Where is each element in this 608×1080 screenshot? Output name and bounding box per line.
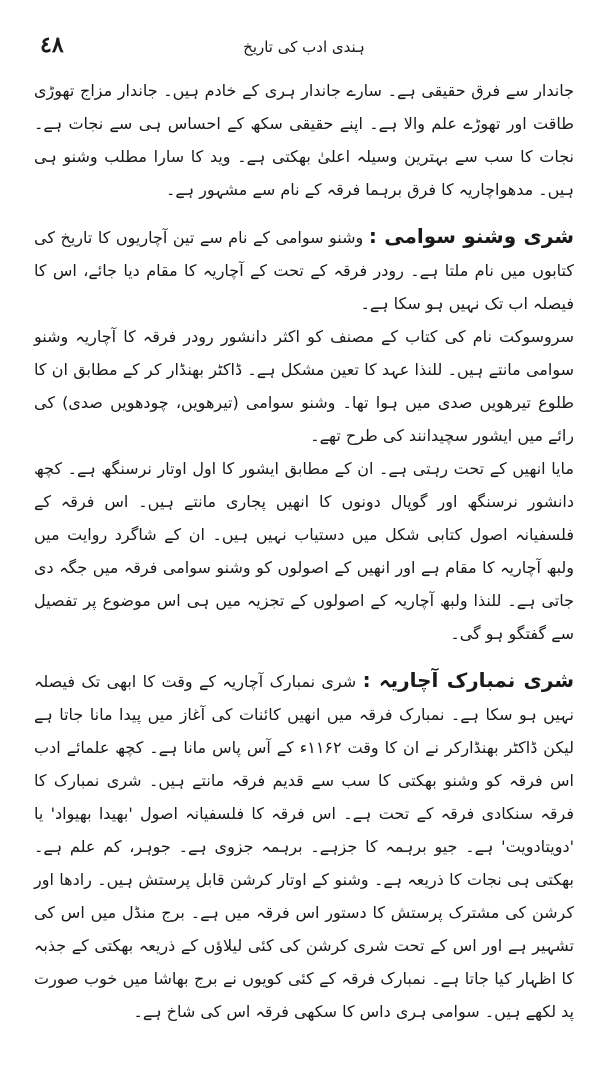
section-nimbarka <box>34 664 574 1028</box>
section-text: وشنو سوامی کے نام سے تین آچاریوں کا تاریخ کی کتابوں میں نام ملتا ہے۔ رودر فرقہ کے تحت کے آچاریہ کا مقام دیا جائے، اس کا فیصلہ اب تک نہیں ہو سکا ہے۔ <box>34 228 574 313</box>
section-spacer <box>34 650 574 664</box>
section-text: شری نمبارک آچاریہ کے وقت کا ابھی تک فیصلہ نہیں ہو سکا ہے۔ نمبارک فرقہ میں انھیں کائنات کی آغاز میں پیدا مانا جاتا ہے لیکن ڈاکٹر بھنڈارکر نے ان کا وقت ۱۱۶۲ء کے آس پاس مانا ہے۔ کچھ علمائے ادب اس فرقہ کو وشنو بھکتی کا سب سے قدیم فرقہ مانتے ہیں۔ شری نمبارک کا فرقہ سنکادی فرقہ کے تحت ہے۔ اس فرقہ کا فلسفیانہ اصول 'بھیدا بھیواد' یا 'دویتادویت' ہے۔ جیو برہمہ کا جزہے۔ برہمہ جزوی ہے۔ جوہر، کم علم ہے۔ بھکتی ہی نجات کا ذریعہ ہے۔ وشنو کے اوتار کرشن قابل پرستش ہیں۔ رادھا اور کرشن کی مشترک پرستش کا دستور اس فرقہ میں ہے۔ برج منڈل میں اس کی تشہیر ہے اور اس کے تحت شری کرشن کی کئی لیلاؤں کے ذریعہ بھکتی کے جذبہ کا اظہار کیا جاتا ہے۔ نمبارک فرقہ کے کئی کویوں نے برج بھاشا میں خوب صورت پد لکھے ہیں۔ سوامی ہری داس کا سکھی فرقہ اس کی شاخ ہے۔ <box>34 672 575 1021</box>
running-title: ہندی ادب کی تاریخ <box>243 38 365 56</box>
intro-paragraph: جاندار سے فرق حقیقی ہے۔ سارے جاندار ہری کے خادم ہیں۔ جاندار مزاج تھوڑی طاقت اور تھوڑے علم والا ہے۔ اپنے حقیقی سکھ کے احساس ہی سے نجات ہے۔ نجات کا سب سے بہترین وسیلہ اعلیٰ بھکتی ہے۔ وید کا سارا مطلب وشنو ہی ہیں۔ مدھواچاریہ کا فرق برہما فرقہ کے نام سے مشہور ہے۔ <box>34 81 574 199</box>
section-spacer <box>34 206 574 220</box>
section-vishnu-swami <box>34 220 574 650</box>
section-paragraph <box>34 664 574 1028</box>
page-header <box>40 32 568 66</box>
section-paragraph <box>34 220 574 320</box>
section-paragraph: سروسوکت نام کی کتاب کے مصنف کو اکثر دانشور رودر فرقہ کا آچاریہ وشنو سوامی مانتے ہیں۔ للنذا عہد کا تعین مشکل ہے۔ ڈاکٹر بھنڈار کر کے مطابق ان کا طلوع تیرھویں صدی میں ہوا تھا۔ وشنو سوامی (تیرھویں، چودھویں صدی) کی رائے میں ایشور سچیدانند کی طرح تھے۔ <box>34 327 574 445</box>
page-number: ٤٨ <box>40 32 64 58</box>
section-paragraph: مایا انھیں کے تحت رہتی ہے۔ ان کے مطابق ایشور کا اول اوتار نرسنگھ ہے۔ کچھ دانشور نرسنگھ اور گوپال دونوں کا انھیں پجاری مانتے ہیں۔ اس فرقہ کے فلسفیانہ اصول کتابی شکل میں دستیاب نہیں ہیں۔ ان کے شاگرد روایت میں ولبھ آچاریہ کا مقام ہے اور انھیں کے اصولوں کو وشنو سوامی فرقہ میں جگہ دی جاتی ہے۔ للنذا ولبھ آچاریہ کے اصولوں کے تجزیہ میں ہی اس موضوع پر تفصیل سے گفتگو ہو گی۔ <box>34 459 574 643</box>
section-heading: شری وشنو سوامی : <box>368 224 574 248</box>
page-body <box>34 74 574 1028</box>
section-heading: شری نمبارک آچاریہ : <box>362 668 574 692</box>
